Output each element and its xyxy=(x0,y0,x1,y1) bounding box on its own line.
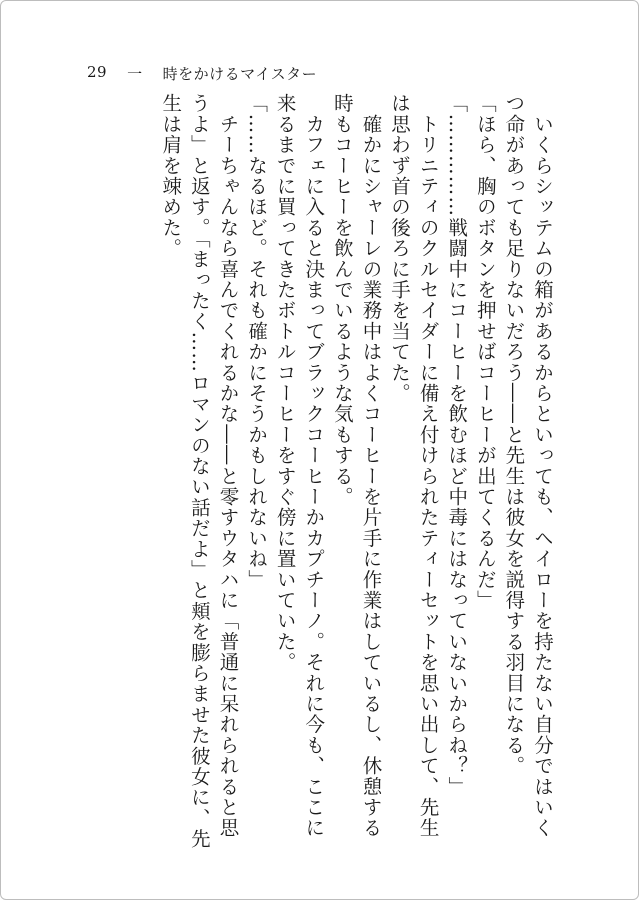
paragraph: トリニティのクルセイダーに備え付けられたティーセットを思い出して、先生は思わず首の後ろに手を当てた。 xyxy=(388,93,440,839)
paragraph: 確かにシャーレの業務中はよくコーヒーを片手に作業はしているし、休憩する時もコーヒーを飲んでいるような気もする。 xyxy=(330,93,383,839)
vertical-text-body xyxy=(156,93,556,853)
page-header xyxy=(87,63,317,84)
header-separator: 一 xyxy=(127,65,143,83)
paragraph: チーちゃんなら喜んでくれるかな――と零すウタハに「普通に呆れられると思うよ」と返す。「まったく……ロマンのない話だよ」と頬を膨らませた彼女に、先生は肩を竦めた。 xyxy=(159,93,240,850)
paragraph: カフェに入ると決まってブラックコーヒーかカプチーノ。それに今も、ここに来るまでに買ってきたボトルコーヒーをすぐ傍に置いていた。 xyxy=(273,93,326,839)
paragraph: 「……………戦闘中にコーヒーを飲むほど中毒にはなっていないからね？」 xyxy=(445,93,469,797)
paragraph: いくらシッテムの箱があるからといっても、ヘイローを持たない自分ではいくつ命があっても足りないだろう――と先生は彼女を説得する羽目になる。 xyxy=(502,93,554,839)
chapter-title: 時をかけるマイスター xyxy=(162,65,318,83)
paragraph: 「……なるほど。それも確かにそうかもしれないね」 xyxy=(245,93,269,590)
page-number: 29 xyxy=(87,63,108,81)
paragraph: 「ほら、胸のボタンを押せばコーヒーが出てくるんだ」 xyxy=(473,93,497,611)
